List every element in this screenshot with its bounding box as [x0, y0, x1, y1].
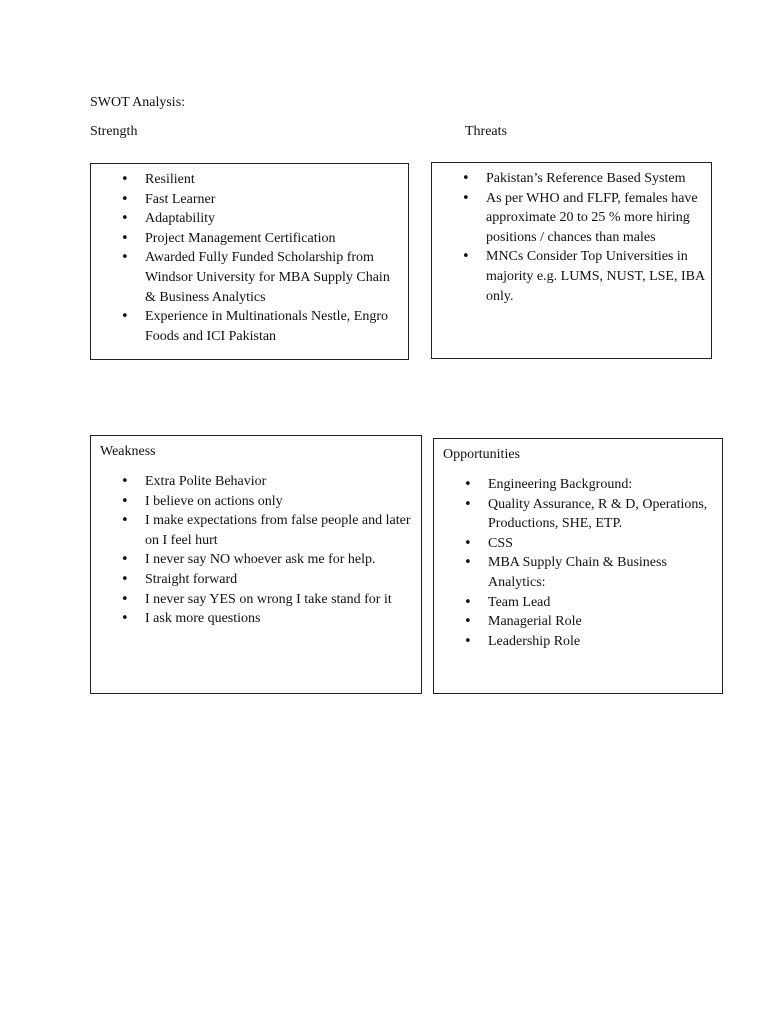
list-item: • Experience in Multinationals Nestle, Engro Foods and ICI Pakistan — [121, 307, 401, 346]
weakness-heading: Weakness — [100, 444, 156, 459]
list-item: • Managerial Role — [464, 612, 718, 632]
strength-list — [121, 170, 401, 346]
list-item: • I believe on actions only — [121, 492, 415, 512]
list-item: • I ask more questions — [121, 609, 415, 629]
list-item: • Fast Learner — [121, 190, 401, 210]
strength-label: Strength — [90, 124, 138, 139]
list-item: • MNCs Consider Top Universities in majority e.g. LUMS, NUST, LSE, IBA only. — [462, 247, 708, 306]
opportunities-box — [433, 438, 723, 694]
list-item: • Resilient — [121, 170, 401, 190]
list-item: • I make expectations from false people and later on I feel hurt — [121, 511, 415, 550]
list-item: • Leadership Role — [464, 632, 718, 652]
list-item: • Adaptability — [121, 209, 401, 229]
document-title: SWOT Analysis: — [90, 95, 186, 110]
list-item: • Extra Polite Behavior — [121, 472, 415, 492]
opportunities-heading: Opportunities — [443, 447, 520, 462]
list-item: • As per WHO and FLFP, females have approximate 20 to 25 % more hiring positions / chances than males — [462, 189, 708, 248]
threats-list — [462, 169, 708, 306]
weakness-box — [90, 435, 422, 694]
threats-label: Threats — [465, 124, 507, 139]
list-item: • Project Management Certification — [121, 229, 401, 249]
list-item: • I never say NO whoever ask me for help. — [121, 550, 415, 570]
list-item: • Team Lead — [464, 593, 718, 613]
threats-box — [431, 162, 712, 359]
list-item: • Quality Assurance, R & D, Operations, Productions, SHE, ETP. — [464, 495, 718, 534]
list-item: • Straight forward — [121, 570, 415, 590]
list-item: • CSS — [464, 534, 718, 554]
list-item: • I never say YES on wrong I take stand for it — [121, 590, 415, 610]
list-item: • Pakistan’s Reference Based System — [462, 169, 708, 189]
opportunities-list — [464, 475, 718, 651]
list-item: • Engineering Background: — [464, 475, 718, 495]
weakness-list — [121, 472, 415, 629]
list-item: • MBA Supply Chain & Business Analytics: — [464, 553, 718, 592]
list-item: • Awarded Fully Funded Scholarship from Windsor University for MBA Supply Chain & Business Analytics — [121, 248, 401, 307]
strength-box — [90, 163, 409, 360]
